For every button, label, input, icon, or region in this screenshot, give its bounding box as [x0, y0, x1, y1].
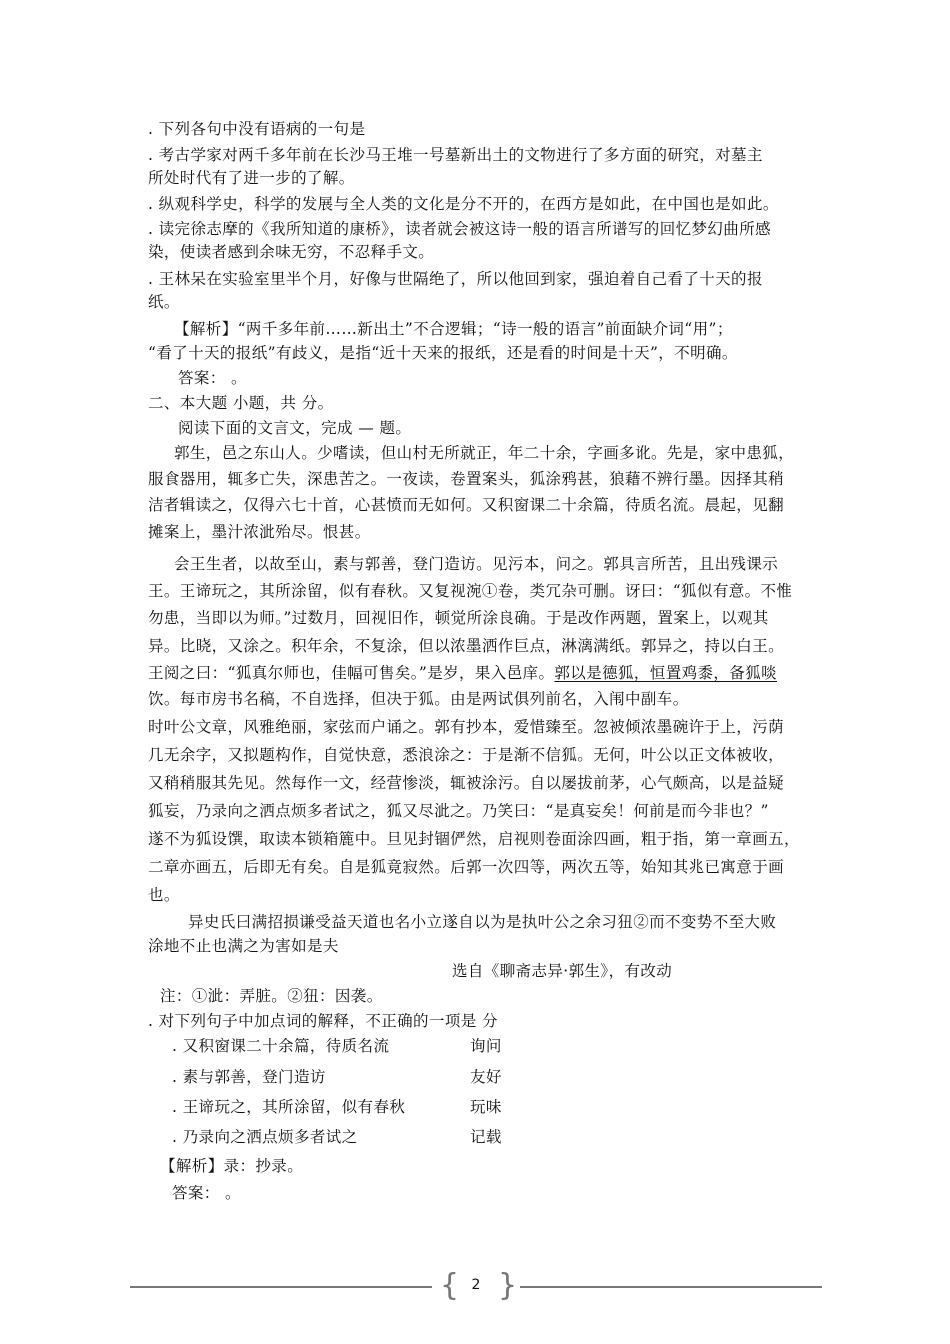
q5-answer: 答案： 。: [172, 1184, 241, 1202]
option-b: . 纵观科学史，科学的发展与全人类的文化是分不开的，在西方是如此，在中国也是如此。: [148, 195, 779, 213]
passage-p3-line-1: 时叶公文章，风雅绝丽，家弦而户诵之。郭有抄本，爱惜臻至。忽被倾浓墨碗许于上，污荫: [148, 718, 785, 736]
page-number: 2: [471, 1277, 481, 1293]
q5-option-c: . 王谛玩之，其所涂留，似有春秋: [172, 1098, 406, 1116]
passage-p3-line-6: 二章亦画五，后即无有矣。自是狐竟寂然。后郭一次四等，两次五等，始知其兆已寓意于画: [148, 858, 785, 876]
passage-p2-line-3: 勿患，当即以为师。”过数月，回视旧作，顿觉所涂良确。于是改作两题，置案上，以观其: [148, 609, 769, 627]
q5-option-b-gloss: 友好: [470, 1068, 502, 1086]
q5-option-d-gloss: 记载: [470, 1128, 502, 1146]
q5-analysis: 【解析】录：抄录。: [160, 1157, 304, 1175]
footer-brace-right: }: [498, 1268, 518, 1303]
passage-p3-line-3: 又稍稍服其先见。然每作一文，经营惨淡，辄被涂污。自以屡拔前茅，心气颇高，以是益疑: [148, 774, 785, 792]
source-attribution: 选自《聊斋志异·郭生》，有改动: [452, 962, 673, 980]
passage-p2-line-1: 会王生者，以故至山，素与郭善，登门造访。见污本，问之。郭具言所苦，且出残课示: [174, 555, 779, 573]
option-c-line-2: 染，使读者感到余味无穷，不忍释手文。: [148, 243, 435, 261]
footer-rule-right: [520, 1286, 822, 1288]
section-heading: 二、本大题 小题，共 分。: [148, 394, 334, 412]
passage-p2-line-2: 王。王谛玩之，其所涂留，似有春秋。又复视涴①卷，类冗杂可删。讶曰：“狐似有意。不惟: [148, 582, 793, 600]
option-d-line-1: . 王林呆在实验室里半个月，好像与世隔绝了，所以他回到家，强迫着自己看了十天的报: [148, 270, 763, 288]
question-stem: . 下列各句中没有语病的一句是: [148, 120, 366, 138]
commentary-line-2: 涂地不止也满之为害如是夫: [148, 937, 339, 955]
option-c-line-1: . 读完徐志摩的《我所知道的康桥》，读者就会被这诗一般的语言所谱写的回忆梦幻曲所感: [148, 220, 772, 238]
option-a-line-2: 所处时代有了进一步的了解。: [148, 169, 355, 187]
passage-p1-line-1: 郭生，邑之东山人。少嗜读，但山村无所就正，年二十余，字画多讹。先是，家中患狐，: [174, 444, 795, 462]
commentary-line-1: 异史氏曰满招损谦受益天道也名小立遂自以为是执叶公之余习狃②而不变势不至大败: [188, 913, 777, 931]
reading-instruction: 阅读下面的文言文，完成 — 题。: [178, 419, 412, 437]
passage-p2-line-5: [148, 662, 777, 684]
q5-option-c-gloss: 玩味: [470, 1098, 502, 1116]
answer-line: 答案： 。: [178, 369, 247, 387]
passage-p2-line-6: 饮。每市房书名稿，不自选择，但决于狐。由是两试俱列前名，入闱中副车。: [148, 690, 689, 708]
q5-option-b: . 素与郭善，登门造访: [172, 1068, 326, 1086]
analysis-line-2: “看了十天的报纸”有歧义，是指“近十天来的报纸，还是看的时间是十天”，不明确。: [148, 344, 738, 362]
underlined-sentence: 郭以是德狐，恒置鸡黍，备狐啖: [554, 664, 778, 682]
question-5-stem: . 对下列句子中加点词的解释，不正确的一项是 分: [148, 1012, 498, 1030]
passage-p3-line-4: 狐妄，乃录向之洒点烦多者试之，狐又尽泚之。乃笑曰：“是真妄矣！何前是而今非也？”: [148, 802, 769, 820]
passage-p1-line-4: 摊案上，墨汁浓泚殆尽。恨甚。: [148, 523, 371, 541]
option-d-line-2: 纸。: [148, 293, 180, 311]
passage-p3-line-2: 几无余字，又拟题构作，自觉快意，悉浪涂之：于是渐不信狐。无何，叶公以正文体被收，: [148, 746, 785, 764]
passage-p2-line-4: 异。比晓，又涂之。积年余，不复涂，但以浓墨洒作巨点，淋漓满纸。郭异之，持以白王。: [148, 637, 785, 655]
q5-option-d: . 乃录向之洒点烦多者试之: [172, 1128, 358, 1146]
footnotes: 注：①泚：弄脏。②狃：因袭。: [160, 987, 383, 1005]
passage-p2-line-5-text: 王阅之曰：“狐真尔师也，佳幅可售矣。”是岁，果入邑庠。: [148, 664, 555, 682]
analysis-line-1: 【解析】“两千多年前……新出土”不合逻辑；“诗一般的语言”前面缺介词“用”；: [174, 320, 733, 338]
footer-brace-left: {: [440, 1268, 460, 1303]
passage-p3-line-7: 也。: [148, 886, 180, 904]
footer-rule-left: [130, 1286, 432, 1288]
q5-option-a-gloss: 询问: [470, 1037, 502, 1055]
passage-p1-line-2: 服食器用，辄多亡失，深患苦之。一夜读，卷置案头，狐涂鸦甚，狼藉不辨行墨。因择其稍: [148, 470, 785, 488]
option-a-line-1: . 考古学家对两千多年前在长沙马王堆一号墓新出土的文物进行了多方面的研究，对墓主: [148, 146, 763, 164]
passage-p3-line-5: 遂不为狐设馔，取读本锁箱簏中。旦见封锢俨然，启视则卷面涂四画，粗于指，第一章画五，: [148, 830, 800, 848]
passage-p1-line-3: 洁者辑读之，仅得六七十首，心甚愤而无如何。又积窗课二十余篇，待质名流。晨起，见翻: [148, 496, 785, 514]
q5-option-a: . 又积窗课二十余篇，待质名流: [172, 1037, 390, 1055]
